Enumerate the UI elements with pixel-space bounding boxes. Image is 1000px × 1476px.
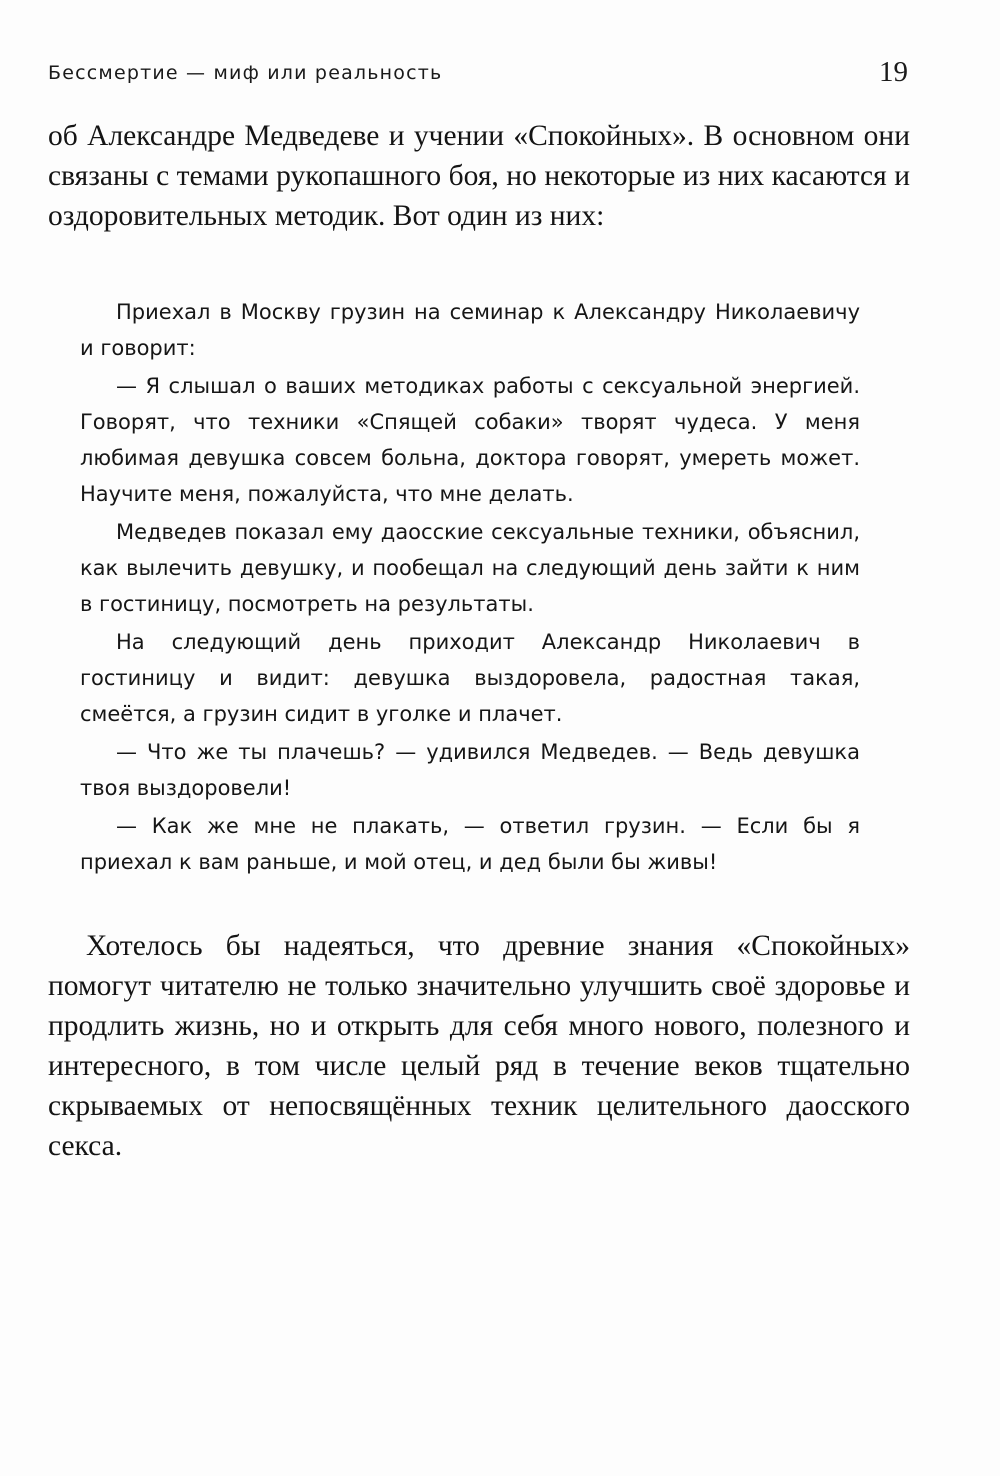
running-title: Бессмертие — миф или реальность	[48, 62, 443, 84]
closing-paragraph	[48, 926, 910, 1166]
anecdote-paragraph: — Что же ты плачешь? — удивился Медведев. — Ведь девушка твоя выздоровели!	[80, 740, 860, 800]
anecdote-paragraph: Медведев показал ему даосские сексуальные техники, объяснил, как вылечить девушку, и пообещал на следующий день зайти к ним в гостиницу, посмотреть на результаты.	[80, 520, 860, 616]
anecdote-paragraph: — Я слышал о ваших методиках работы с сексуальной энергией. Говорят, что техники «Спящей собаки» творят чудеса. У меня любимая девушка совсем больна, доктора говорят, умереть может. Научите меня, пожалуйста, что мне делать.	[80, 374, 860, 506]
page-number: 19	[879, 56, 908, 88]
anecdote-block	[80, 294, 860, 882]
anecdote-paragraph: Приехал в Москву грузин на семинар к Александру Николаевичу и говорит:	[80, 300, 860, 360]
intro-paragraph: об Александре Медведеве и учении «Спокойных». В основном они связаны с темами рукопашного боя, но некоторые из них касаются и оздоровительных методик. Вот один из них:	[48, 120, 910, 232]
closing-paragraph-text: Хотелось бы надеяться, что древние знания «Спокойных» помогут читателю не только значительно улучшить своё здоровье и продлить жизнь, но и открыть для себя много нового, полезного и интересного, в том числе целый ряд в течение веков тщательно скрываемых от непосвящённых техник целительного даосского секса.	[48, 930, 910, 1162]
anecdote-paragraph: — Как же мне не плакать, — ответил грузин. — Если бы я приехал к вам раньше, и мой отец, и дед были бы живы!	[80, 814, 860, 874]
anecdote-paragraph: На следующий день приходит Александр Николаевич в гостиницу и видит: девушка выздоровела, радостная такая, смеётся, а грузин сидит в уголке и плачет.	[80, 630, 860, 726]
